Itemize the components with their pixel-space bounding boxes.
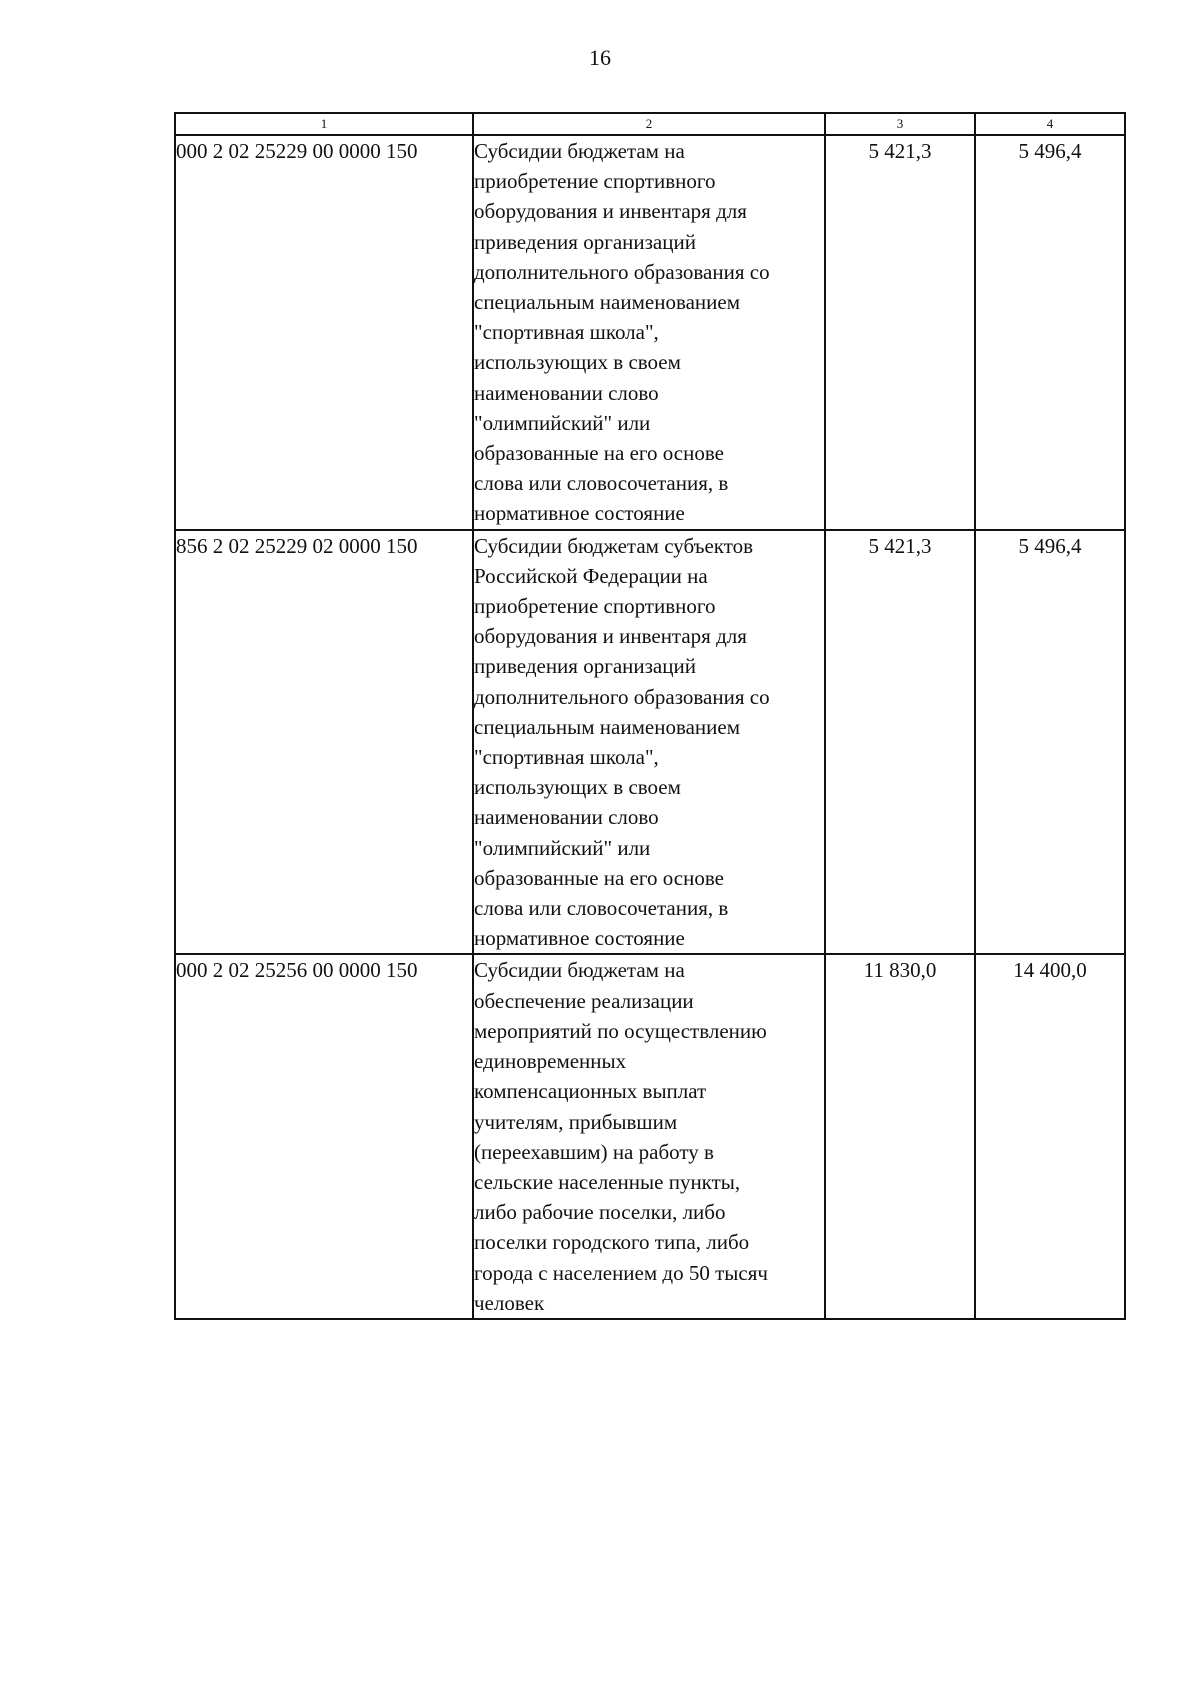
description-line: оборудования и инвентаря для xyxy=(474,199,747,224)
description-line: специальным наименованием xyxy=(474,714,740,739)
column-header-3: 3 xyxy=(825,113,975,135)
table-row xyxy=(175,954,1125,1318)
description-line: оборудования и инвентаря для xyxy=(474,624,747,649)
description-line: "спортивная школа", xyxy=(474,745,659,770)
page-number: 16 xyxy=(589,45,611,70)
description-line: поселки городского типа, либо xyxy=(474,1230,750,1255)
description-line: "олимпийский" или xyxy=(474,835,651,860)
description-line: специальным наименованием xyxy=(474,290,740,315)
amount-col4-cell: 14 400,0 xyxy=(975,954,1125,1318)
description-line: сельские населенные пункты, xyxy=(474,1169,741,1194)
description-line: компенсационных выплат xyxy=(474,1079,707,1104)
table-header-row xyxy=(175,113,1125,135)
description-cell xyxy=(473,954,825,1318)
description-line: слова или словосочетания, в xyxy=(474,896,729,921)
description-line: (переехавшим) на работу в xyxy=(474,1139,714,1164)
description-line: слова или словосочетания, в xyxy=(474,471,729,496)
amount-col3-cell: 5 421,3 xyxy=(825,530,975,955)
amount-col3-cell: 5 421,3 xyxy=(825,135,975,530)
description-line: образованные на его основе xyxy=(474,441,724,466)
description-line: приобретение спортивного xyxy=(474,169,716,194)
amount-col4-cell: 5 496,4 xyxy=(975,530,1125,955)
description-line: дополнительного образования со xyxy=(474,259,770,284)
description-line: города с населением до 50 тысяч xyxy=(474,1260,768,1285)
column-header-4: 4 xyxy=(975,113,1125,135)
description-line: обеспечение реализации xyxy=(474,988,694,1013)
description-line: "олимпийский" или xyxy=(474,410,651,435)
amount-col3-cell: 11 830,0 xyxy=(825,954,975,1318)
description-line: нормативное состояние xyxy=(474,501,685,526)
description-line: "спортивная школа", xyxy=(474,320,659,345)
description-line: единовременных xyxy=(474,1049,627,1074)
description-line: приобретение спортивного xyxy=(474,594,716,619)
description-line: наименовании слово xyxy=(474,380,659,405)
table-body xyxy=(175,135,1125,1319)
description-line: приведения организаций xyxy=(474,229,696,254)
description-line: образованные на его основе xyxy=(474,865,724,890)
description-line: Субсидии бюджетам на xyxy=(474,958,685,983)
description-line: Субсидии бюджетам на xyxy=(474,139,685,163)
description-line: дополнительного образования со xyxy=(474,684,770,709)
description-line: мероприятий по осуществлению xyxy=(474,1018,767,1043)
description-line: учителям, прибывшим xyxy=(474,1109,678,1134)
table-row xyxy=(175,530,1125,955)
budget-table xyxy=(174,112,1126,1320)
description-cell xyxy=(473,135,825,530)
description-line: нормативное состояние xyxy=(474,926,685,951)
description-line: использующих в своем xyxy=(474,350,681,375)
description-line: Субсидии бюджетам субъектов xyxy=(474,533,754,558)
description-line: наименовании слово xyxy=(474,805,659,830)
description-line: человек xyxy=(474,1290,545,1315)
description-line: Российской Федерации на xyxy=(474,563,708,588)
amount-col4-cell: 5 496,4 xyxy=(975,135,1125,530)
description-line: приведения организаций xyxy=(474,654,696,679)
budget-code-cell: 000 2 02 25229 00 0000 150 xyxy=(175,135,473,530)
budget-code-cell: 000 2 02 25256 00 0000 150 xyxy=(175,954,473,1318)
budget-code-cell: 856 2 02 25229 02 0000 150 xyxy=(175,530,473,955)
description-line: использующих в своем xyxy=(474,775,681,800)
column-header-1: 1 xyxy=(175,113,473,135)
table-row xyxy=(175,135,1125,530)
description-cell xyxy=(473,530,825,955)
column-header-2: 2 xyxy=(473,113,825,135)
description-line: либо рабочие поселки, либо xyxy=(474,1200,726,1225)
